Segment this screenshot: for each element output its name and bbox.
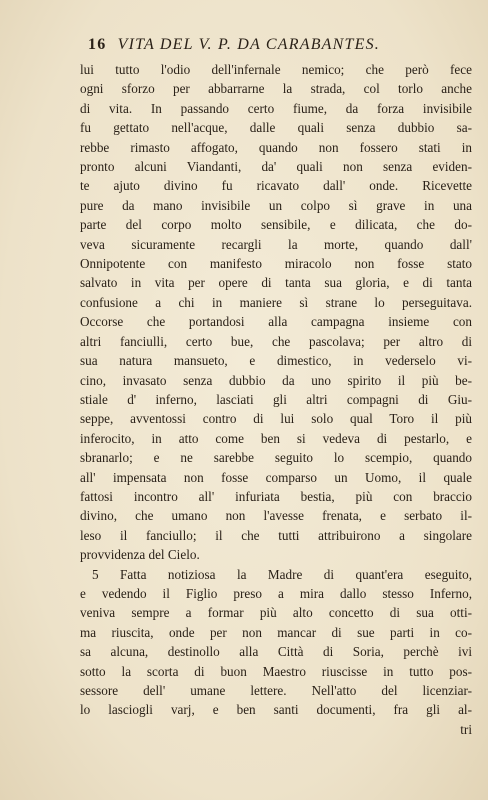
text-line: parte del corpo molto sensibile, e dilicata, che do-	[80, 217, 472, 233]
text-line: di vita. In passando certo fiume, da forza invisibile	[80, 100, 472, 116]
text-line: all' impensata non fosse comparso un Uomo, il quale	[80, 469, 472, 485]
text-line: veva sicuramente recargli la morte, quando dall'	[80, 236, 472, 252]
text-line: fu gettato nell'acque, dalle quali senza dubbio sa-	[80, 120, 472, 136]
text-line: fattosi incontro all' infuriata bestia, più con braccio	[80, 488, 472, 504]
page-number: 16	[88, 36, 107, 53]
text-line: sessore dell' umane lettere. Nell'atto del licenziar-	[80, 683, 472, 698]
running-header	[88, 36, 468, 54]
text-line: sa alcuna, destinollo alla Città di Soria, perchè ivi	[80, 644, 472, 660]
paragraph-start-line: 5 Fatta notiziosa la Madre di quant'era eseguito,	[92, 566, 472, 582]
text-line: cino, invasato senza dubbio da uno spirito il più be-	[80, 372, 472, 388]
text-line: inferocito, in atto come ben si vedeva di pestarlo, e	[80, 430, 472, 446]
text-line: Occorse che portandosi alla campagna insieme con	[80, 314, 472, 330]
text-line: stiale d' inferno, lasciati gli altri compagni di Giu-	[80, 391, 472, 407]
text-line: veniva sempre a formar più alto concetto di sua otti-	[80, 605, 472, 621]
text-line: rebbe rimasto affogato, quando non fossero stati in	[80, 139, 472, 155]
text-line: sotto la scorta di buon Maestro riuscisse in tutto pos-	[80, 663, 472, 679]
text-line: divino, che umano non l'avesse frenata, e serbato il-	[80, 508, 472, 524]
text-line: e vedendo il Figlio preso a mira dallo stesso Inferno,	[80, 585, 472, 601]
text-line: leso il fanciullo; il che tutti attribuirono a singolare	[80, 527, 472, 543]
text-line: sua natura mansueto, e dimestico, in vederselo vi-	[80, 353, 472, 369]
running-title: VITA DEL V. P. DA CARABANTES.	[117, 36, 380, 53]
text-line: ma riuscita, onde per non mancar di sue parti in co-	[80, 624, 472, 640]
text-line: pronto alcuni Viandanti, da' quali non senza eviden-	[80, 159, 472, 175]
text-line: provvidenza del Cielo.	[80, 547, 200, 563]
text-line: Onnipotente con manifesto miracolo non fosse stato	[80, 256, 472, 272]
text-line: lui tutto l'odio dell'infernale nemico; che però fece	[80, 62, 472, 77]
text-line: pure da mano invisibile un colpo sì grave in una	[80, 197, 472, 213]
text-line: salvato in vita per opere di tanta sua gloria, e di tanta	[80, 275, 472, 291]
catchword: tri	[460, 721, 472, 737]
text-line: lo lasciogli varj, e ben santi documenti, fra gli al-	[80, 702, 472, 718]
text-line: seppe, avventossi contro di lui solo qual Toro il più	[80, 411, 472, 427]
text-line: ogni sforzo per abbarrarne la strada, col torlo anche	[80, 81, 472, 97]
page-body-text	[80, 60, 472, 739]
text-line: te ajuto divino fu ricavato dall' onde. Ricevette	[80, 178, 472, 194]
text-line: confusione a chi in maniere sì strane lo perseguitava.	[80, 294, 472, 310]
text-line: altri fanciulli, certo bue, che pascolava; per altro di	[80, 333, 472, 349]
text-line: sbranarlo; e ne sarebbe seguito lo scempio, quando	[80, 450, 472, 466]
